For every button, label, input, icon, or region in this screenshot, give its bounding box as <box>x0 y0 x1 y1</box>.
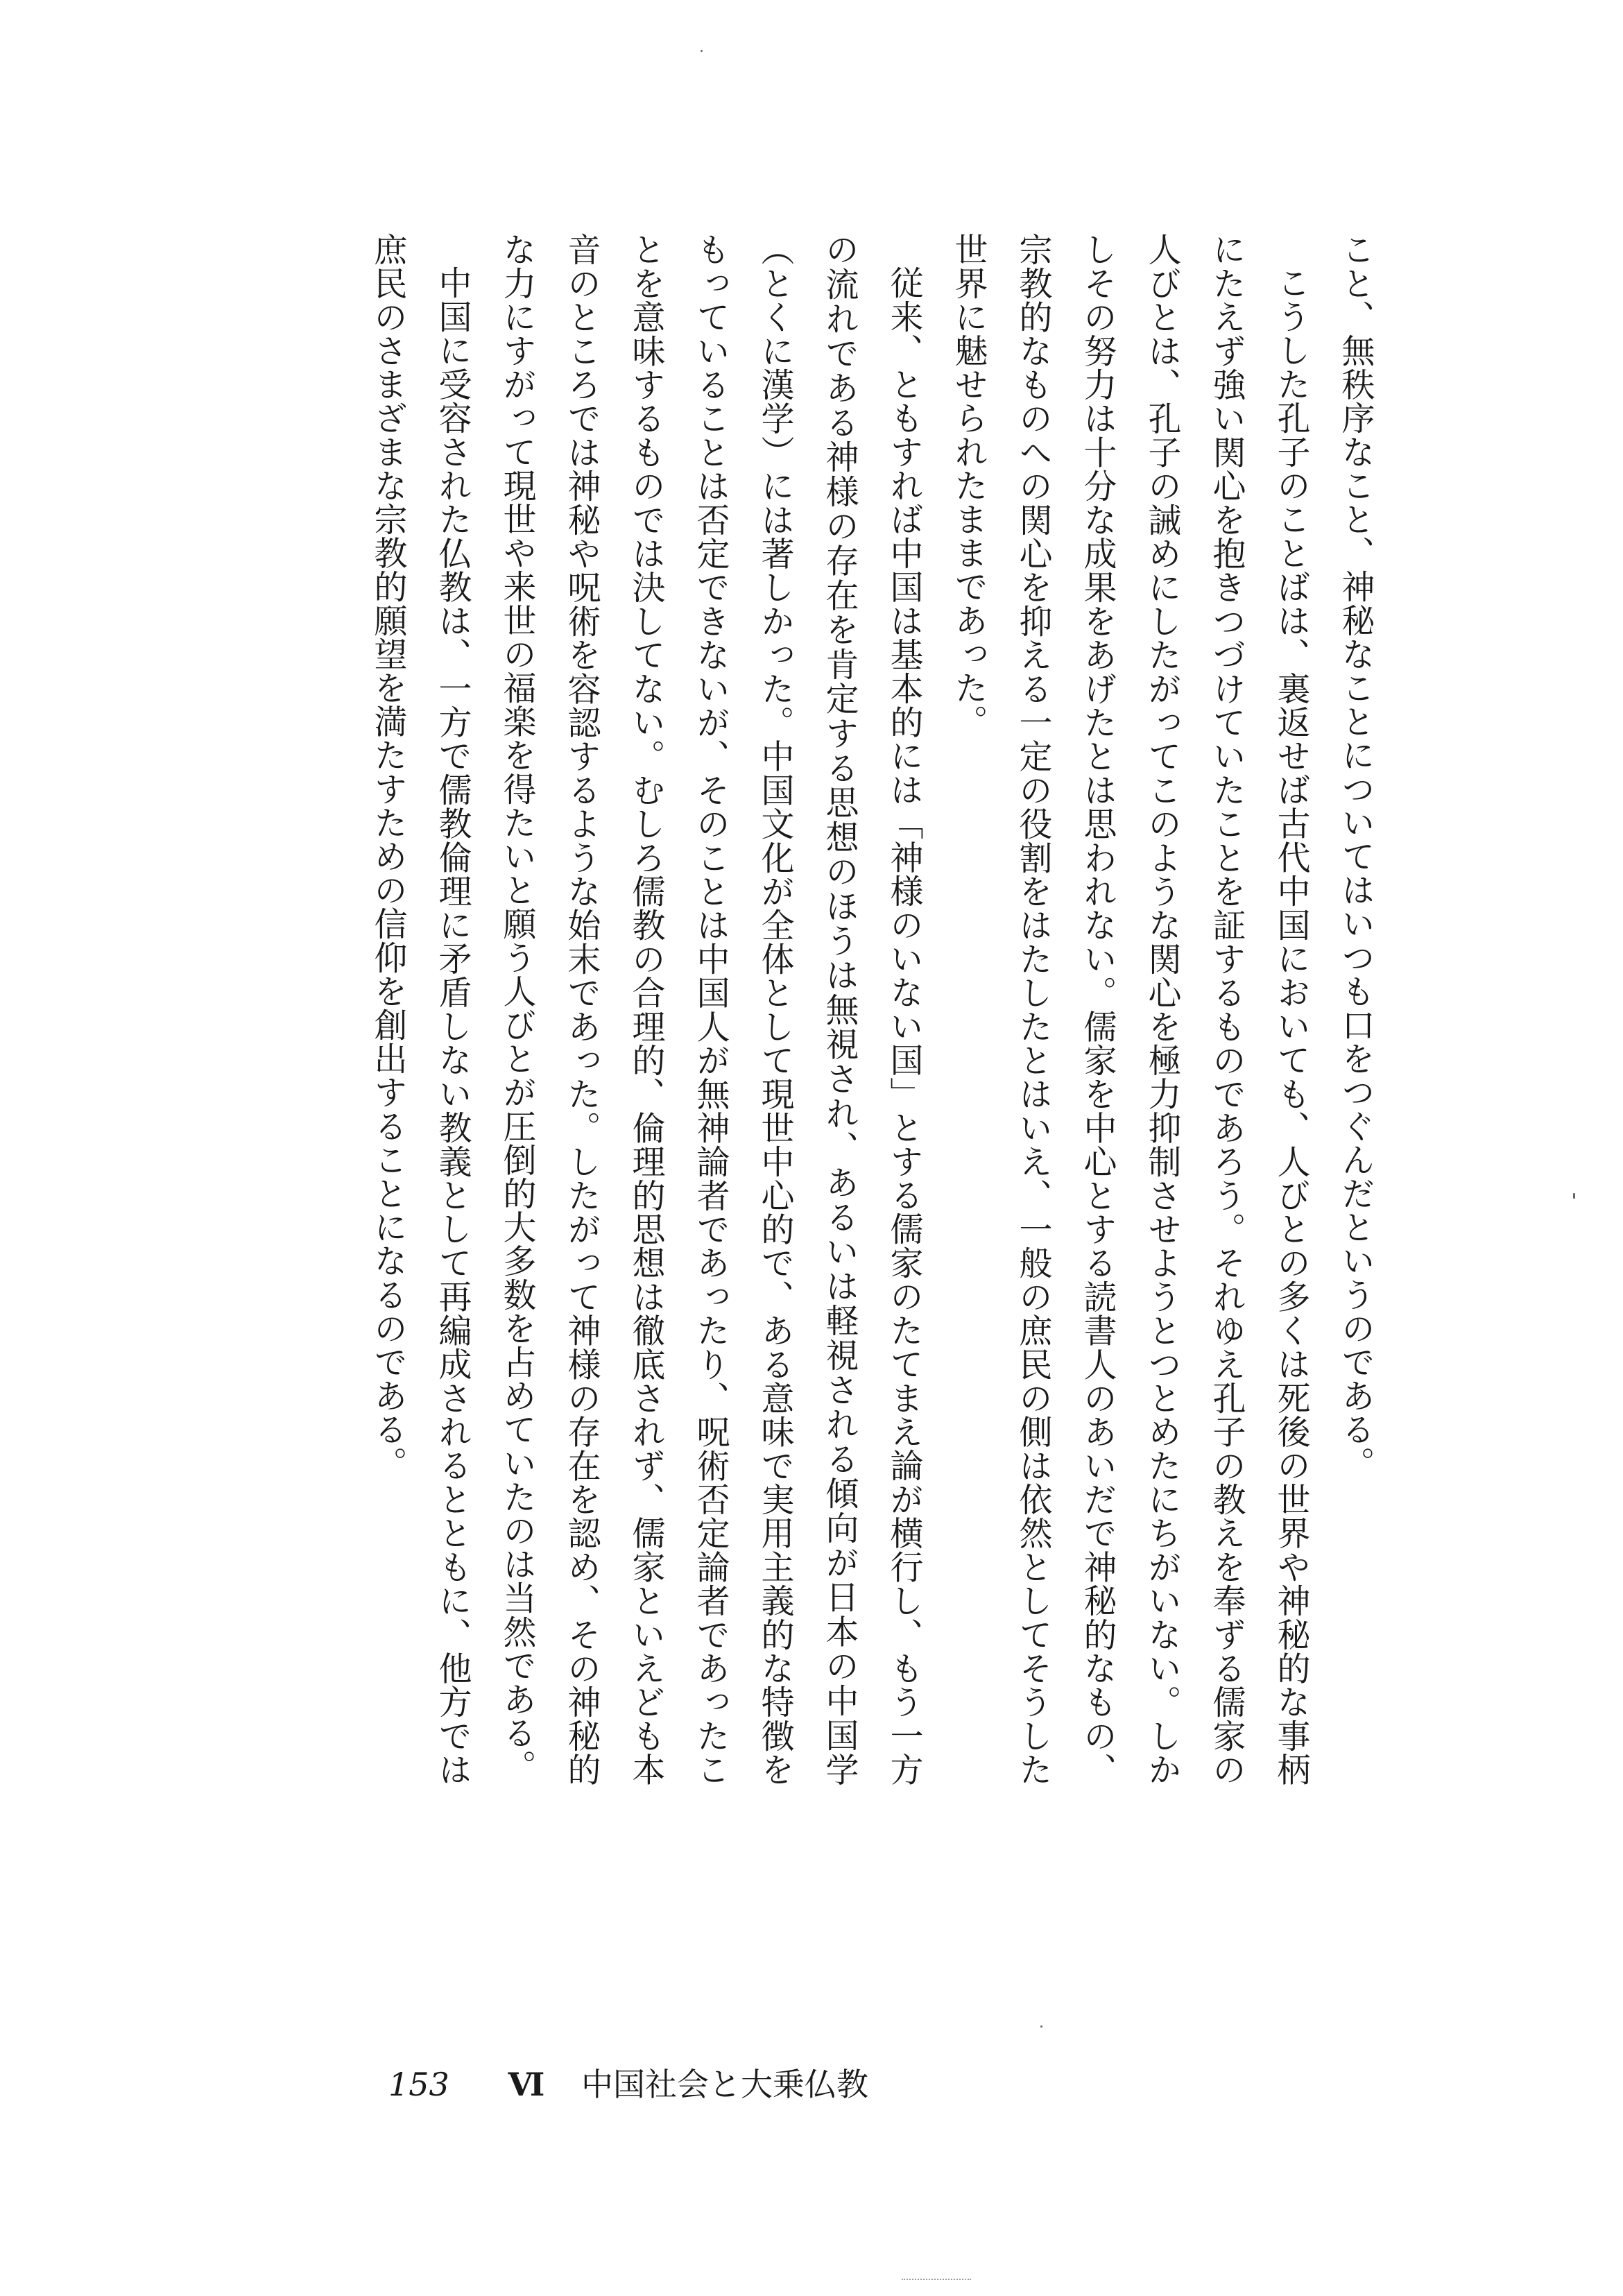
page-footer <box>388 2064 868 2105</box>
scan-speck <box>701 50 703 52</box>
paragraph-4: 中国に受容された仏教は、一方で儒教倫理に矛盾しない教義として再編成されるとともに、他方では庶民のさまざまな宗教的願望を満たすための信仰を創出することになるのである。 <box>368 232 472 1786</box>
scan-speck <box>1040 2025 1042 2028</box>
scan-speck <box>1573 1193 1575 1199</box>
scan-dashes <box>902 2279 971 2280</box>
body-text <box>355 232 1387 1786</box>
chapter-title: 中国社会と大乗仏教 <box>581 2066 868 2103</box>
paragraph-2: こうした孔子のことばは、裏返せば古代中国においても、人びとの多くは死後の世界や神秘的な事柄にたえず強い関心を抱きつづけていたことを証するものであろう。それゆえ孔子の教えを奉ずる儒家の人びとは、孔子の誡めにしたがってこのような関心を極力抑制させようとつとめたにちがいない。しかしその努力は十分な成果をあげたとは思われない。儒家を中心とする読書人のあいだで神秘的なもの、宗教的なものへの関心を抑える一定の役割をはたしたとはいえ、一般の庶民の側は依然としてそうした世界に魅せられたままであった。 <box>949 232 1310 1786</box>
paragraph-3: 従来、ともすれば中国は基本的には「神様のいない国」とする儒家のたてまえ論が横行し、もう一方の流れである神様の存在を肯定する思想のほうは無視され、あるいは軽視される傾向が日本の中国学（とくに漢学）には著しかった。中国文化が全体として現世中心的で、ある意味で実用主義的な特徴をもっていることは否定できないが、そのことは中国人が無神論者であったり、呪術否定論者であったことを意味するものでは決してない。むしろ儒教の合理的、倫理的思想は徹底されず、儒家といえども本音のところでは神秘や呪術を容認するような始末であった。したがって神様の存在を認め、その神秘的な力にすがって現世や来世の福楽を得たいと願う人びとが圧倒的大多数を占めていたのは当然である。 <box>497 232 923 1786</box>
chapter-numeral: Ⅵ <box>508 2066 545 2103</box>
paragraph-1: こと、無秩序なこと、神秘なことについてはいつも口をつぐんだというのである。 <box>1336 232 1375 1480</box>
page-number: 153 <box>388 2066 449 2103</box>
